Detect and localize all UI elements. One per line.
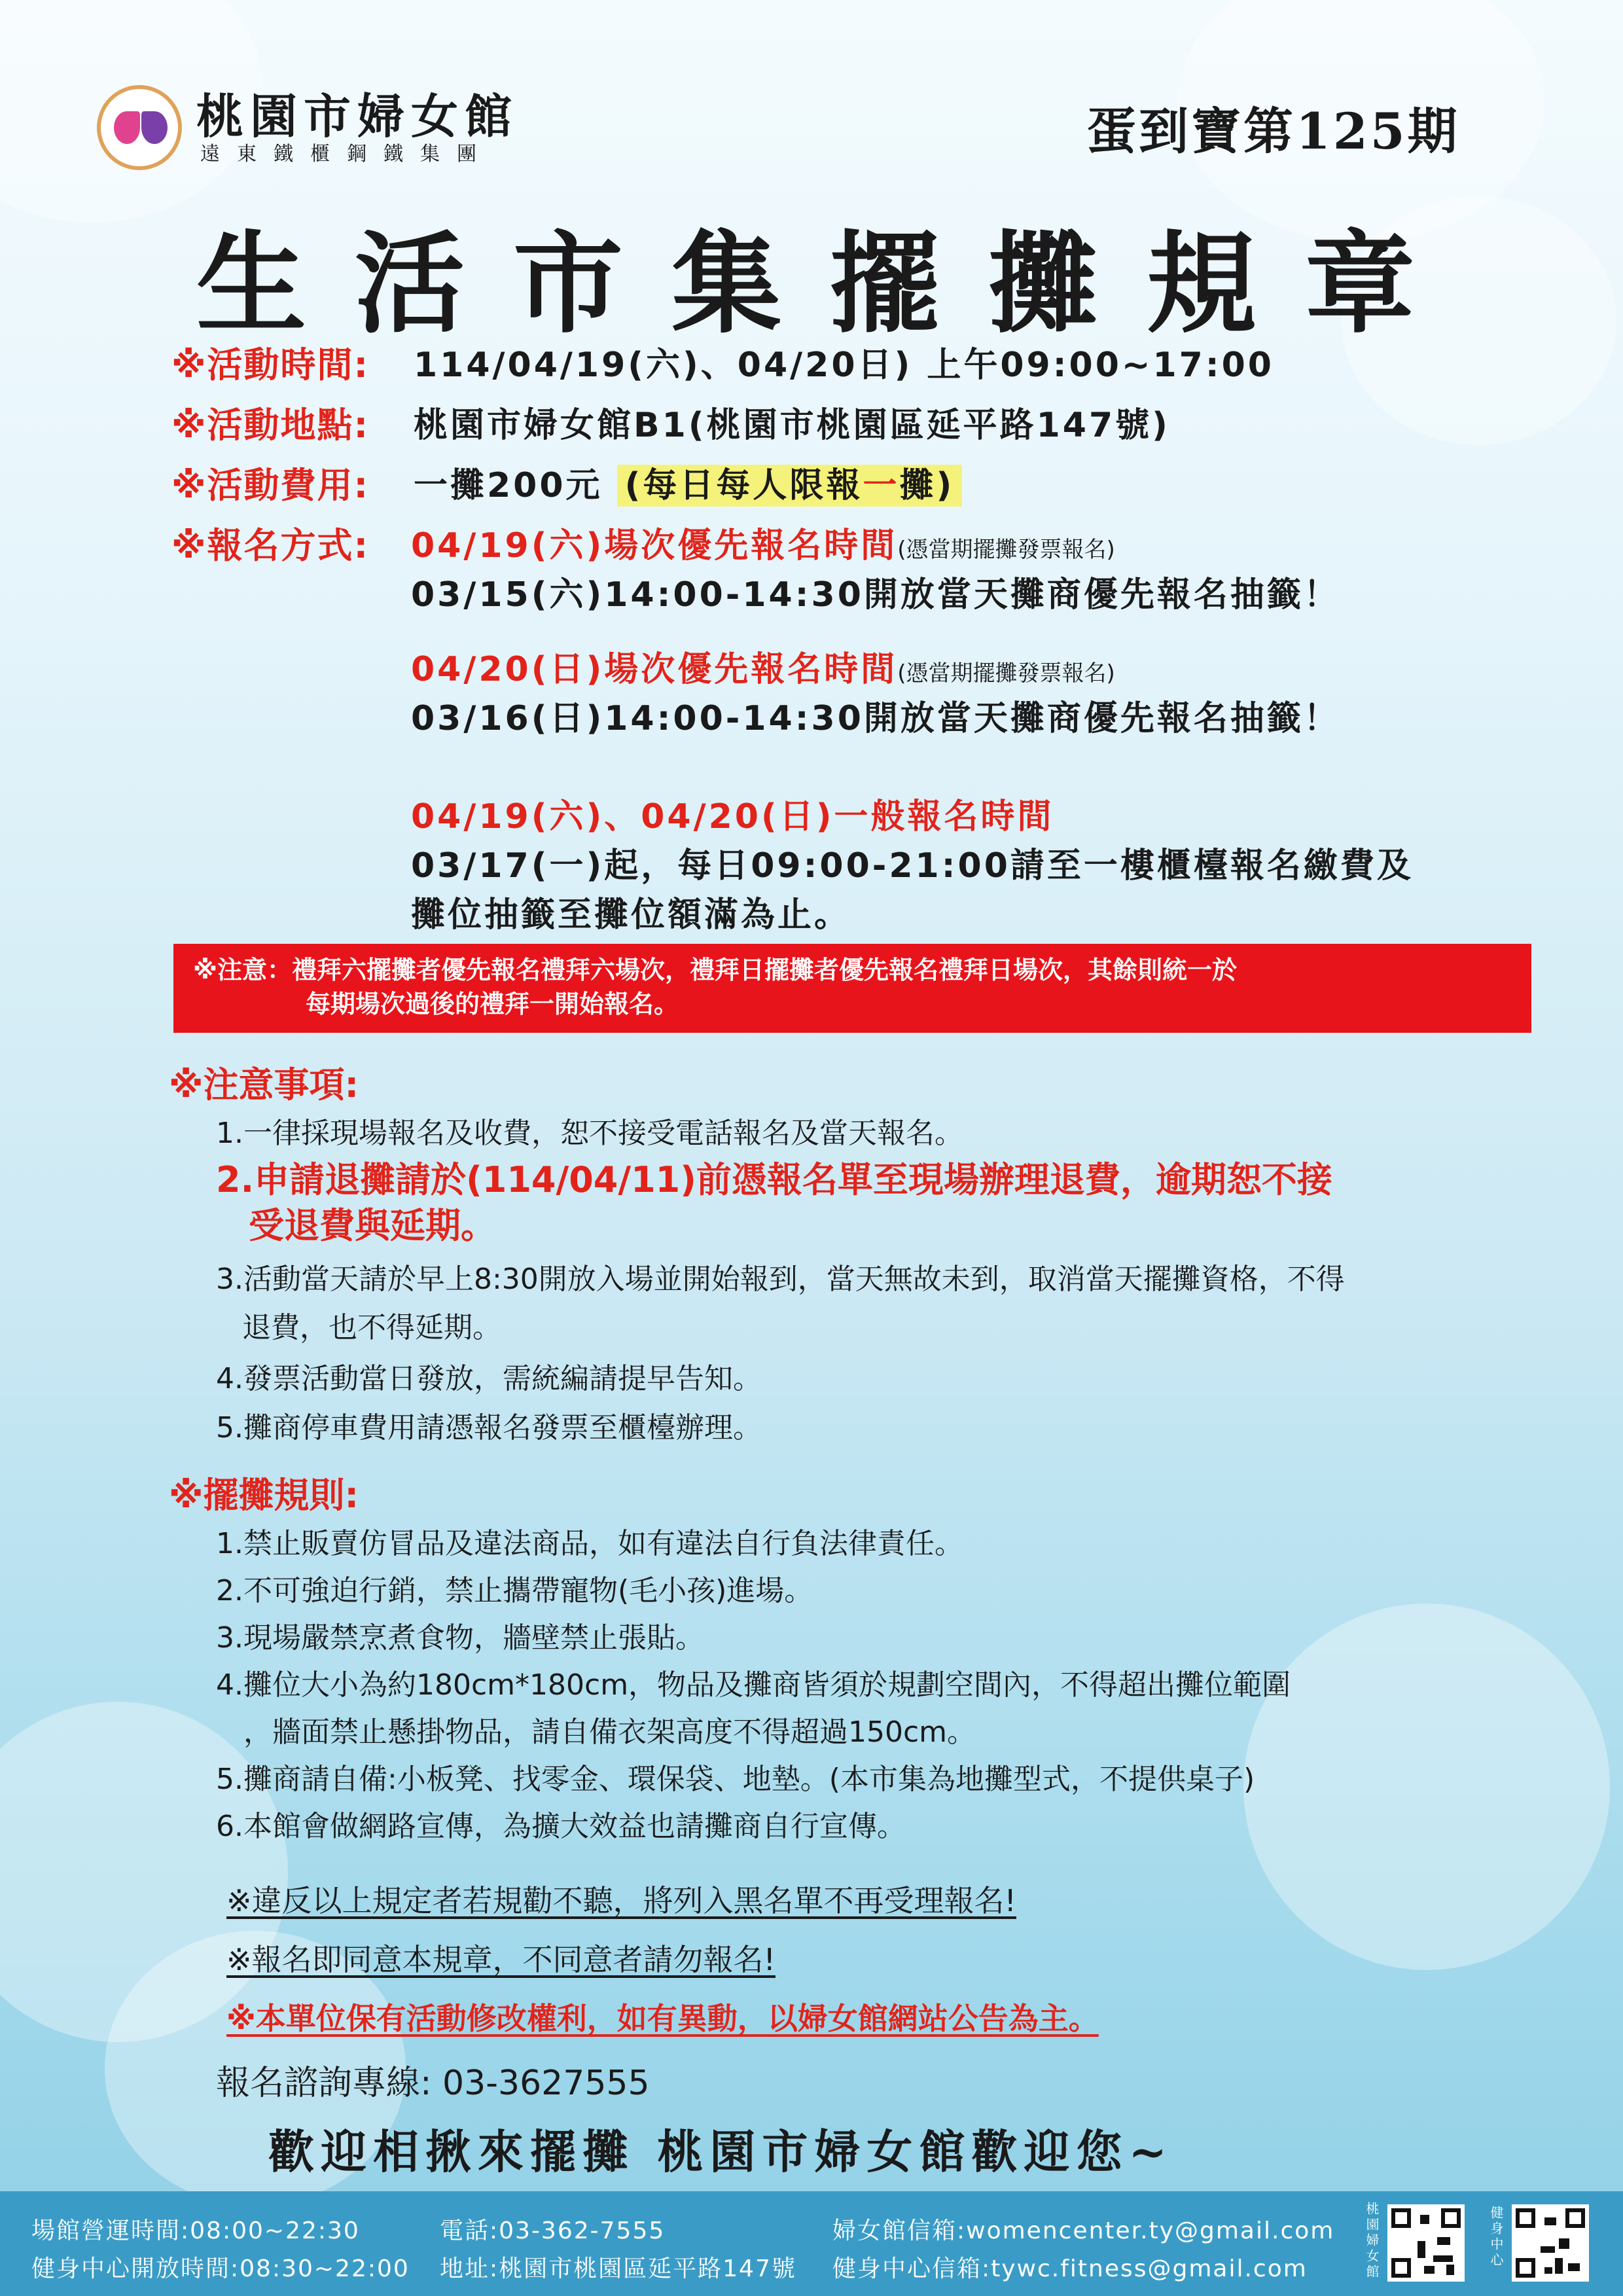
women-center-email[interactable]: 婦女館信箱:womencenter.ty@gmail.com: [832, 2217, 1335, 2244]
org-subtitle: 遠東鐵櫃鋼鐵集團: [200, 143, 493, 166]
gym-hours: 健身中心開放時間:08:30~22:00: [31, 2255, 410, 2282]
time-label: ※活動時間:: [171, 344, 370, 386]
notice-line-2: 每期場次過後的禮拜一開始報名。: [306, 990, 679, 1018]
address: 地址:桃園市桃園區延平路147號: [440, 2255, 796, 2282]
notice-banner: [173, 944, 1531, 1033]
notice-line-1: ※注意：禮拜六擺攤者優先報名禮拜六場次，禮拜日擺攤者優先報名禮拜日場次，其餘則統一於: [193, 956, 1237, 984]
rules-item-3: 3.現場嚴禁烹煮食物，牆壁禁止張貼。: [216, 1621, 704, 1655]
general-registration-detail-2: 攤位抽籤至攤位額滿為止。: [411, 895, 851, 935]
place-value: 桃園市婦女館B1(桃園市桃園區延平路147號): [414, 406, 1170, 445]
place-label: ※活動地點:: [171, 404, 370, 446]
qr2-label: 健身中心: [1488, 2206, 1504, 2269]
rules-item-1: 1.禁止販賣仿冒品及違法商品，如有違法自行負法律責任。: [216, 1527, 963, 1560]
issue-number: 蛋到寶第125期: [1086, 102, 1460, 160]
sat-priority-title: 04/19(六)場次優先報名時間(憑當期擺攤發票報名): [411, 526, 1115, 565]
butterfly-logo-icon: [97, 85, 182, 170]
general-registration-detail-1: 03/17(一)起，每日09:00-21:00請至一樓櫃檯報名繳費及: [411, 846, 1414, 886]
sun-priority-title: 04/20(日)場次優先報名時間(憑當期擺攤發票報名): [411, 650, 1115, 689]
rules-item-6: 6.本館會做網路宣傳，為擴大效益也請攤商自行宣傳。: [216, 1810, 906, 1843]
footer: [0, 2191, 1623, 2296]
rules-title: ※擺攤規則:: [169, 1475, 359, 1516]
rules-item-4a: 4.攤位大小為約180cm*180cm，物品及攤商皆須於規劃空間內，不得超出攤位範圍: [216, 1668, 1291, 1702]
fee-label: ※活動費用:: [171, 465, 370, 506]
venue-hours: 場館營運時間:08:00~22:30: [31, 2217, 360, 2244]
rules-item-4b: ，牆面禁止懸掛物品，請自備衣架高度不得超過150cm。: [243, 1715, 976, 1749]
notes-item-5: 5.攤商停車費用請憑報名發票至櫃檯辦理。: [216, 1411, 762, 1444]
rules-item-5: 5.攤商請自備:小板凳、找零金、環保袋、地墊。(本市集為地攤型式，不提供桌子): [216, 1763, 1255, 1796]
fee-limit-highlight: (每日每人限報一攤): [617, 465, 963, 507]
fee-value: 一攤200元 (每日每人限報一攤): [414, 457, 962, 507]
welcome-banner: 歡迎相揪來擺攤 桃園市婦女館歡迎您~: [268, 2125, 1174, 2179]
hotline: 報名諮詢專線: 03-3627555: [216, 2064, 650, 2103]
qr1-label: 桃園婦女館: [1364, 2202, 1380, 2280]
phone: 電話:03-362-7555: [440, 2217, 666, 2244]
warning-modification-rights: ※本單位保有活動修改權利，如有異動，以婦女館網站公告為主。: [226, 2001, 1099, 2036]
notes-item-4: 4.發票活動當日發放，需統編請提早告知。: [216, 1362, 762, 1395]
warning-consent: ※報名即同意本規章，不同意者請勿報名!: [226, 1942, 776, 1977]
sat-priority-detail: 03/15(六)14:00-14:30開放當天攤商優先報名抽籤！: [411, 575, 1340, 615]
background-bubble: [1243, 1604, 1610, 1970]
general-registration-title: 04/19(六)、04/20(日)一般報名時間: [411, 797, 1054, 836]
notes-item-1: 1.一律採現場報名及收費，恕不接受電話報名及當天報名。: [216, 1117, 963, 1150]
qr-code-icon[interactable]: [1512, 2204, 1589, 2282]
notes-title: ※注意事項:: [169, 1064, 359, 1105]
notes-item-2a: 2.申請退攤請於(114/04/11)前憑報名單至現場辦理退費，逾期恕不接: [216, 1159, 1332, 1200]
warning-blacklist: ※違反以上規定者若規勸不聽，將列入黑名單不再受理報名!: [226, 1883, 1016, 1918]
qr-code-icon[interactable]: [1387, 2204, 1465, 2282]
gym-email[interactable]: 健身中心信箱:tywc.fitness@gmail.com: [832, 2255, 1308, 2282]
notes-item-2b: 受退費與延期。: [249, 1205, 496, 1246]
registration-label: ※報名方式:: [171, 525, 370, 566]
notes-item-3b: 退費，也不得延期。: [242, 1311, 501, 1344]
sun-priority-detail: 03/16(日)14:00-14:30開放當天攤商優先報名抽籤！: [411, 699, 1340, 738]
time-value: 114/04/19(六)、04/20日) 上午09:00~17:00: [414, 346, 1274, 385]
notes-item-3a: 3.活動當天請於早上8:30開放入場並開始報到，當天無故未到，取消當天擺攤資格，不得: [216, 1263, 1345, 1296]
rules-item-2: 2.不可強迫行銷，禁止攜帶寵物(毛小孩)進場。: [216, 1574, 813, 1607]
org-name: 桃園市婦女館: [196, 88, 519, 144]
page-title: 生活市集擺攤規章: [196, 219, 1463, 348]
